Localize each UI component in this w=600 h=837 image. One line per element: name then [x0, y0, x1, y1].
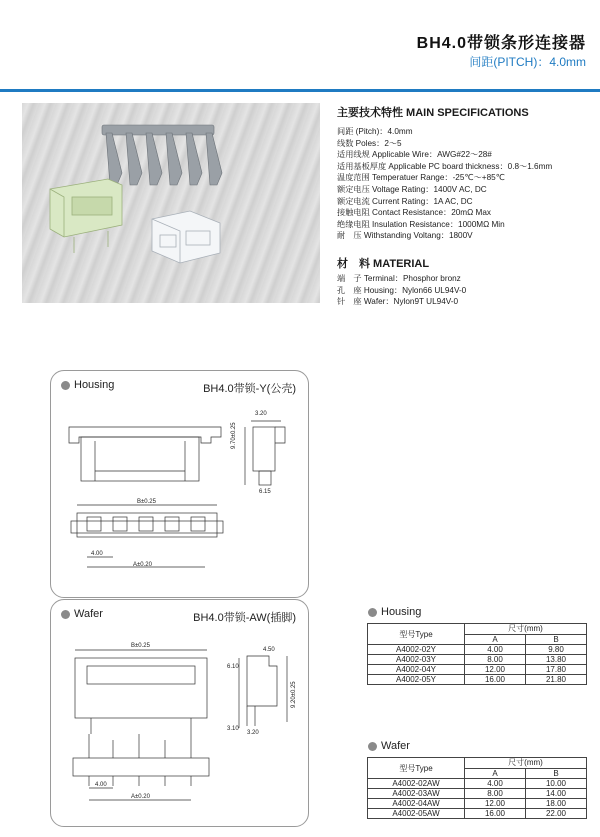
dim-w2: 3.20: [247, 730, 259, 736]
housing-part: [152, 211, 220, 263]
dim-b: B±0.25: [137, 499, 156, 505]
dim-b: B±0.25: [131, 643, 150, 649]
spec-item: 绝缘电阻 Insulation Resistance：1000MΩ Min: [337, 219, 505, 229]
cell-type: A4002-04Y: [368, 665, 465, 675]
table-row: [368, 789, 587, 799]
cell-type: A4002-04AW: [368, 799, 465, 809]
wafer-drawing-panel: [50, 599, 309, 827]
table-header-row: [368, 758, 587, 769]
housing-drawing-panel: [50, 370, 309, 598]
dim-width-top: 3.20: [255, 411, 267, 417]
material-item: 端 子 Terminal：Phosphor bronz: [337, 274, 461, 283]
cell-a: 16.00: [465, 675, 526, 685]
material-item: 孔 座 Housing：Nylon66 UL94V-0: [337, 285, 467, 295]
table-row: [368, 655, 587, 665]
spec-item: 额定电压 Voltage Rating：1400V AC, DC: [337, 184, 487, 194]
cell-a: 4.00: [465, 645, 526, 655]
dim-height: 9.70±0.25: [231, 422, 237, 449]
table-row: [368, 645, 587, 655]
bullet-icon: [368, 742, 377, 751]
dim-pitch: 4.00: [95, 782, 107, 788]
housing-model-name: BH4.0带锁-Y(公壳): [203, 383, 296, 395]
dim-h3: 3.10: [227, 726, 239, 732]
col-type: 型号Type: [368, 758, 465, 779]
bullet-icon: [368, 608, 377, 617]
col-b: B: [526, 634, 587, 645]
cell-a: 16.00: [465, 809, 526, 819]
material-list: [337, 273, 597, 308]
cell-b: 22.00: [526, 809, 587, 819]
col-type: 型号Type: [368, 624, 465, 645]
dim-h1: 6.10: [227, 664, 239, 670]
cell-a: 8.00: [465, 789, 526, 799]
wafer-table-title: Wafer: [381, 740, 410, 752]
dim-a: A±0.20: [131, 794, 150, 800]
table-row: [368, 779, 587, 789]
cell-type: A4002-03AW: [368, 789, 465, 799]
page-title: BH4.0带锁条形连接器: [416, 35, 586, 52]
cell-a: 12.00: [465, 665, 526, 675]
housing-size-table: [367, 623, 587, 685]
cell-b: 18.00: [526, 799, 587, 809]
specs-heading: 主要技术特性 MAIN SPECIFICATIONS: [337, 107, 529, 119]
spec-list: [337, 126, 597, 242]
cell-b: 21.80: [526, 675, 587, 685]
cell-type: A4002-05Y: [368, 675, 465, 685]
wafer-label-text: Wafer: [74, 608, 103, 620]
housing-table-heading: [368, 606, 421, 618]
cell-b: 17.80: [526, 665, 587, 675]
cell-a: 8.00: [465, 655, 526, 665]
spec-item: 适用基板厚度 Applicable PC board thickness：0.8～1.6mm: [337, 161, 553, 171]
pitch-subtitle: 间距(PITCH)：4.0mm: [469, 55, 586, 69]
header-divider: [0, 89, 600, 92]
spec-item: 接触电阻 Contact Resistance：20mΩ Max: [337, 208, 491, 218]
cell-b: 9.80: [526, 645, 587, 655]
wafer-size-table: [367, 757, 587, 819]
housing-technical-drawing: [51, 371, 308, 597]
housing-table-title: Housing: [381, 606, 422, 618]
dim-depth: 6.15: [259, 489, 271, 495]
table-row: [368, 799, 587, 809]
cell-b: 13.80: [526, 655, 587, 665]
col-b: B: [526, 768, 587, 779]
wafer-part: [50, 179, 122, 253]
cell-a: 4.00: [465, 779, 526, 789]
table-row: [368, 809, 587, 819]
cell-b: 14.00: [526, 789, 587, 799]
terminal-strip: [102, 125, 222, 185]
table-header-row: [368, 624, 587, 635]
dim-h2: 9.20±0.25: [291, 681, 297, 708]
col-a: A: [465, 634, 526, 645]
wafer-model-name: BH4.0带锁-AW(插脚): [193, 612, 296, 624]
spec-item: 线数 Poles：2～5: [337, 138, 402, 148]
col-size: 尺寸(mm): [465, 758, 587, 769]
spec-item: 间距 (Pitch)：4.0mm: [337, 127, 413, 136]
table-row: [368, 665, 587, 675]
table-row: [368, 675, 587, 685]
cell-type: A4002-02Y: [368, 645, 465, 655]
spec-item: 耐 压 Withstanding Voltang：1800V: [337, 231, 473, 241]
product-photo-art: [22, 103, 320, 303]
spec-item: 温度范围 Temperatuer Range：-25℃～+85℃: [337, 173, 505, 183]
col-a: A: [465, 768, 526, 779]
cell-type: A4002-02AW: [368, 779, 465, 789]
dim-a: A±0.20: [133, 562, 152, 568]
wafer-technical-drawing: [51, 600, 308, 826]
wafer-table-heading: [368, 740, 410, 752]
cell-type: A4002-03Y: [368, 655, 465, 665]
cell-b: 10.00: [526, 779, 587, 789]
cell-a: 12.00: [465, 799, 526, 809]
dim-pitch: 4.00: [91, 551, 103, 557]
housing-label-text: Housing: [74, 379, 115, 391]
cell-type: A4002-05AW: [368, 809, 465, 819]
material-heading: 材 料 MATERIAL: [337, 258, 430, 270]
spec-item: 适用线规 Applicable Wire：AWG#22～28#: [337, 150, 492, 160]
dim-w1: 4.50: [263, 647, 275, 653]
material-item: 针 座 Wafer：Nylon9T UL94V-0: [337, 297, 459, 307]
product-photo: [22, 103, 320, 303]
spec-item: 额定电流 Current Rating：1A AC, DC: [337, 196, 473, 206]
col-size: 尺寸(mm): [465, 624, 587, 635]
